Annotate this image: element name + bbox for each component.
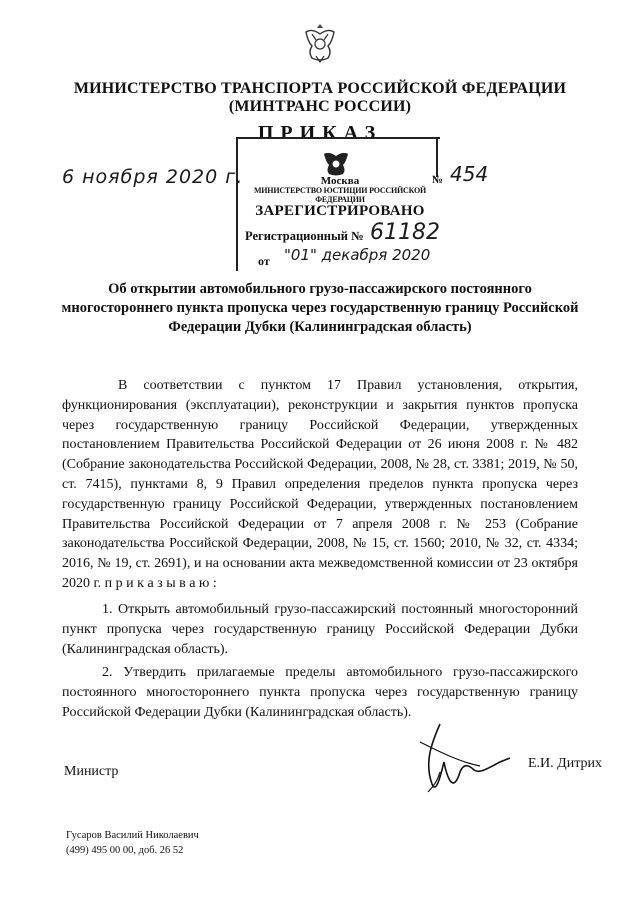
ministry-short-name: (МИНТРАНС РОССИИ) <box>228 98 412 115</box>
order-item-1: 1. Открыть автомобильный грузо-пассажирский постоянный многосторонний пункт пропуска через государственную границу Российской Федерации Дубки (Калининградская область). <box>62 602 578 657</box>
preamble <box>62 376 578 594</box>
order-number: 454 <box>450 162 489 186</box>
ministry-name: МИНИСТЕРСТВО ТРАНСПОРТА РОССИЙСКОЙ ФЕДЕРАЦИИ <box>73 80 567 97</box>
document-type: ПРИКАЗ <box>257 122 383 144</box>
stamp-ministry: МИНИСТЕРСТВО ЮСТИЦИИ РОССИЙСКОЙ ФЕДЕРАЦИИ <box>253 186 427 204</box>
order-date: 6 ноября 2020 г. <box>62 166 244 188</box>
stamp-reg-number-value: 61182 <box>370 220 440 245</box>
stamp-border <box>436 137 438 177</box>
signatory-name: Е.И. Дитрих <box>528 756 602 771</box>
executor-name: Гусаров Василий Николаевич <box>66 830 199 841</box>
stamp-reg-number-label: Регистрационный № <box>245 229 364 243</box>
preamble-text: В соответствии с пунктом 17 Правил установления, открытия, функционирования (эксплуатации), реконструкции и закрытия пунктов пропуска через государственную границу Российской Федерации, утвержденных постановлением Правительства Российской Федерации от 26 июня 2008 г. № 482 (Собрание законодательства Российской Федерации, 2008, № 28, ст. 3381; 2019, № 50, ст. 7415), пунктами 8, 9 Правил определения пределов пункта пропуска через государственную границу Российской Федерации, утвержденных постановлением Правительства Российской Федерации от 7 апреля 2008 г. № 253 (Собрание законодательства Российской Федерации, 2008, № 15, ст. 1560; 2010, № 32, ст. 4334; 2016, № 19, ст. 2691), и на основании акта межведомственной комиссии от 23 октября 2020 г. п р и к а з ы в а ю : <box>62 378 578 591</box>
stamp-number-sign: № <box>432 174 444 186</box>
order-items <box>62 600 578 727</box>
order-item-2: 2. Утвердить прилагаемые пределы автомобильного грузо-пассажирского постоянного многостороннего пункта пропуска через государственную границу Российской Федерации Дубки (Калининградская область). <box>62 665 578 720</box>
stamp-date-value: "01" декабря 2020 <box>284 246 431 264</box>
stamp-date-prefix: от <box>258 254 270 268</box>
signature-image <box>410 722 530 802</box>
executor-block <box>66 828 199 858</box>
executor-phone: (499) 495 00 00, доб. 26 52 <box>66 845 184 856</box>
coat-of-arms-icon <box>298 20 342 66</box>
order-title: Об открытии автомобильного грузо-пассажирского постоянного многостороннего пункта пропуска через государственную границу Российской Федерации Дубки (Калининградская область) <box>61 281 579 335</box>
stamp-registered: ЗАРЕГИСТРИРОВАНО <box>255 203 425 219</box>
stamp-city: Москва <box>320 175 360 187</box>
signatory-position: Министр <box>64 764 119 779</box>
